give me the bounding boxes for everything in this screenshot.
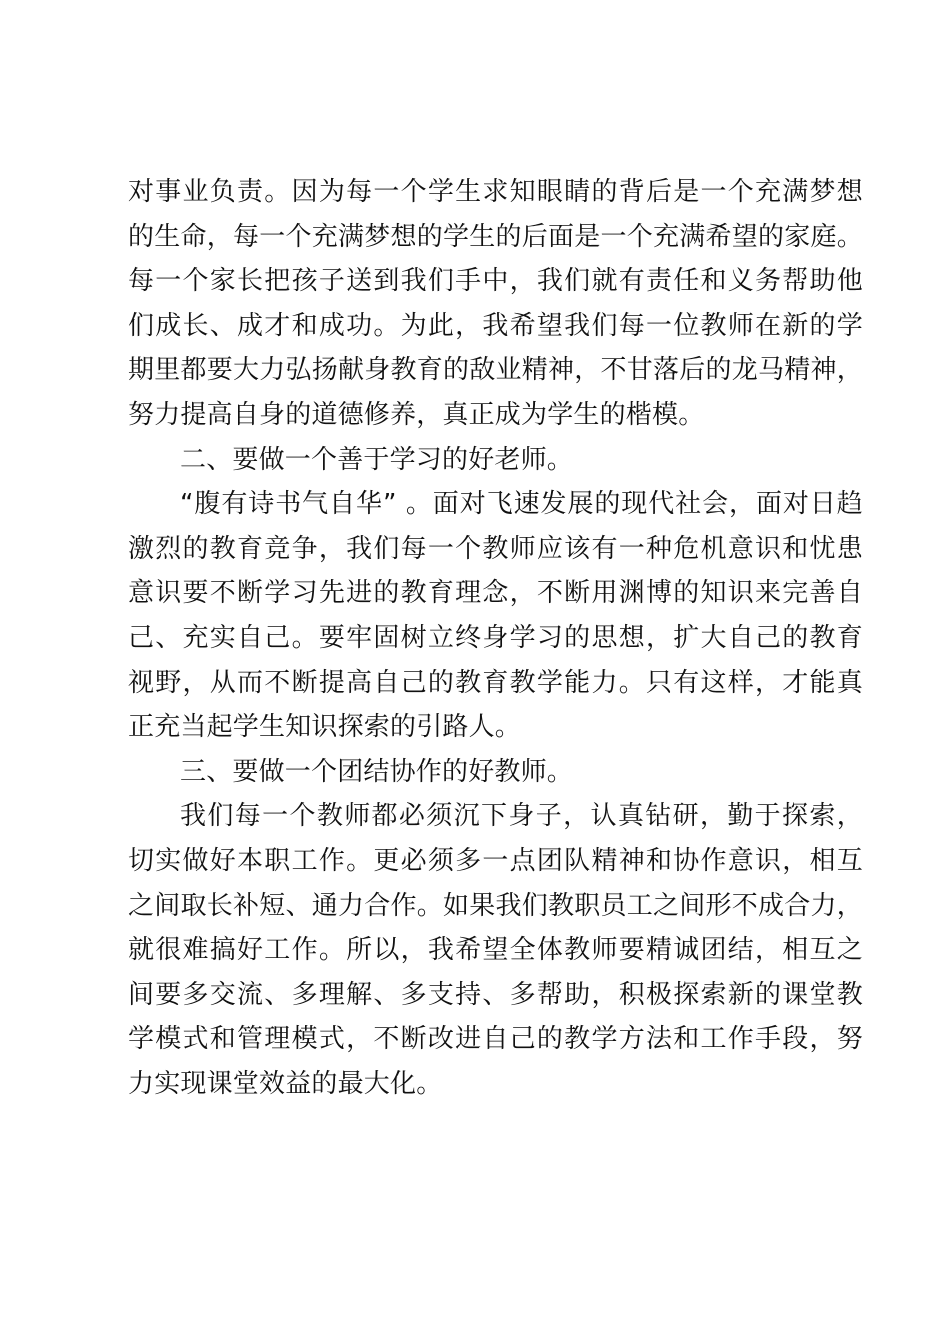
text-line: 激烈的教育竞争，我们每一个教师应该有一种危机意识和忧患: [128, 533, 863, 564]
text-line: 我们每一个教师都必须沉下身子，认真钻研，勤于探索，: [180, 801, 863, 832]
section-heading-teamwork: [128, 750, 863, 795]
text-line: 们成长、成才和成功。为此，我希望我们每一位教师在新的学: [128, 310, 863, 341]
text-line: 之间取长补短、通力合作。如果我们教职员工之间形不成合力，: [128, 890, 863, 921]
section-heading-study: [128, 438, 863, 483]
text-line: 切实做好本职工作。更必须多一点团队精神和协作意识，相互: [128, 845, 863, 876]
text-line: 力实现课堂效益的最大化。: [128, 1068, 443, 1099]
text-line: 的生命，每一个充满梦想的学生的后面是一个充满希望的家庭。: [128, 221, 863, 252]
text-line: 视野，从而不断提高自己的教育教学能力。只有这样，才能真: [128, 667, 863, 698]
text-line: 就很难搞好工作。所以，我希望全体教师要精诚团结，相互之: [128, 935, 863, 966]
heading-text: 三、要做一个团结协作的好教师。: [180, 756, 574, 787]
text-line: 意识要不断学习先进的教育理念，不断用渊博的知识来完善自: [128, 578, 863, 609]
text-line: 正充当起学生知识探索的引路人。: [128, 712, 522, 743]
text-line: 努力提高自身的道德修养，真正成为学生的楷模。: [128, 399, 705, 430]
heading-text: 二、要做一个善于学习的好老师。: [180, 444, 574, 475]
text-line: 对事业负责。因为每一个学生求知眼睛的背后是一个充满梦想: [128, 177, 863, 207]
paragraph-study: [128, 482, 863, 750]
text-line: 每一个家长把孩子送到我们手中，我们就有责任和义务帮助他: [128, 266, 863, 297]
text-line: 间要多交流、多理解、多支持、多帮助，积极探索新的课堂教: [128, 979, 863, 1010]
text-line: “腹有诗书气自华” 。面对飞速发展的现代社会，面对日趋: [180, 489, 863, 520]
paragraph-teamwork: [128, 794, 863, 1106]
paragraph-continuation: [128, 170, 863, 438]
text-line: 期里都要大力弘扬献身教育的敌业精神，不甘落后的龙马精神，: [128, 355, 863, 386]
text-line: 己、充实自己。要牢固树立终身学习的思想，扩大自己的教育: [128, 622, 863, 653]
document-body: [128, 170, 863, 1106]
text-line: 学模式和管理模式，不断改进自己的教学方法和工作手段，努: [128, 1024, 863, 1055]
